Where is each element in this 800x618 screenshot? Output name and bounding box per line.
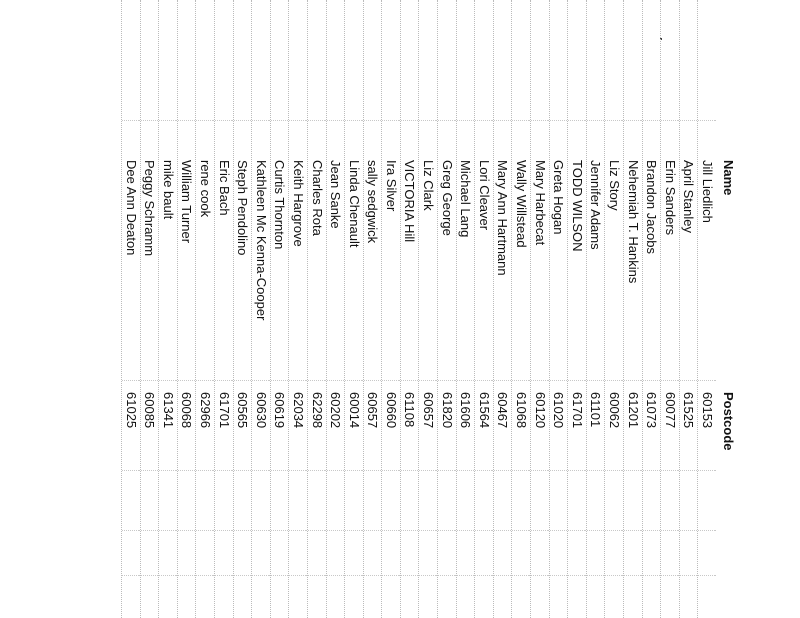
dotted-divider — [494, 470, 512, 471]
dotted-divider — [457, 575, 475, 576]
dotted-divider — [494, 575, 512, 576]
name-cell: Peggy Schramm — [142, 160, 158, 257]
dotted-divider — [494, 530, 512, 531]
name-cell: Jill Liedlich — [700, 160, 715, 223]
name-cell: April Stanley — [681, 160, 697, 233]
dotted-divider — [457, 470, 475, 471]
postcode-cell: 60077 — [662, 392, 678, 429]
dotted-divider — [122, 575, 140, 576]
dotted-divider — [643, 530, 661, 531]
postcode-cell: 61020 — [551, 392, 567, 429]
dotted-divider — [550, 530, 568, 531]
dotted-divider — [364, 380, 382, 381]
dotted-divider — [141, 470, 159, 471]
dotted-divider — [438, 530, 456, 531]
table-row — [121, 0, 140, 618]
dotted-divider — [605, 530, 623, 531]
postcode-cell: 62966 — [197, 392, 213, 429]
name-cell: VICTORIA Hill — [402, 160, 418, 243]
dotted-divider — [568, 380, 586, 381]
table-row — [642, 0, 661, 618]
name-cell: Wally Willstead — [514, 160, 530, 248]
postcode-cell: 60202 — [328, 392, 344, 429]
dotted-divider — [308, 470, 326, 471]
dotted-divider — [680, 530, 698, 531]
postcode-cell: 61820 — [439, 392, 455, 429]
dotted-divider — [289, 470, 307, 471]
dotted-divider — [512, 470, 530, 471]
dotted-divider — [289, 530, 307, 531]
dotted-divider — [327, 380, 345, 381]
postcode-cell: 61701 — [216, 392, 232, 429]
dotted-divider — [122, 470, 140, 471]
table-row — [270, 0, 289, 618]
dotted-divider — [327, 470, 345, 471]
dotted-divider — [605, 120, 623, 121]
table-row — [679, 0, 698, 618]
name-cell: Liz Story — [607, 160, 623, 211]
dotted-divider — [271, 470, 289, 471]
dotted-divider — [643, 380, 661, 381]
name-cell: Liz Clark — [421, 160, 437, 211]
dotted-divider — [531, 575, 549, 576]
postcode-cell: 60062 — [607, 392, 623, 429]
name-cell: Michael Lang — [458, 160, 474, 238]
postcode-cell: 61108 — [402, 392, 418, 428]
dotted-divider — [624, 530, 642, 531]
postcode-cell: 60014 — [346, 392, 362, 429]
dotted-divider — [680, 380, 698, 381]
name-cell: Greta Hogan — [551, 160, 567, 235]
table-row — [251, 0, 270, 618]
name-cell: mike bault — [160, 160, 176, 220]
dotted-divider — [531, 380, 549, 381]
name-cell: TODD WILSON — [569, 160, 585, 252]
dotted-divider — [698, 120, 716, 121]
name-cell: Dee Ann Deaton — [123, 160, 139, 256]
postcode-cell: 61025 — [123, 392, 139, 429]
name-cell: Steph Pendolino — [235, 160, 251, 256]
table-row — [437, 0, 456, 618]
dotted-divider — [178, 380, 196, 381]
dotted-divider — [141, 380, 159, 381]
dotted-divider — [308, 380, 326, 381]
dotted-divider — [271, 380, 289, 381]
dotted-divider — [587, 575, 605, 576]
dotted-divider — [178, 530, 196, 531]
dotted-divider — [587, 380, 605, 381]
dotted-divider — [234, 530, 252, 531]
name-cell: Lori Cleaver — [476, 160, 492, 231]
postcode-cell: 61201 — [625, 392, 641, 429]
name-cell: Charles Rota — [309, 160, 325, 236]
dotted-divider — [457, 120, 475, 121]
name-cell: Curtis Thornton — [272, 160, 288, 250]
dotted-divider — [215, 120, 233, 121]
dotted-divider — [308, 530, 326, 531]
postcode-cell: 60068 — [179, 392, 195, 429]
dotted-divider — [196, 530, 214, 531]
dotted-divider — [159, 380, 177, 381]
dotted-divider — [531, 470, 549, 471]
dotted-divider — [327, 530, 345, 531]
dotted-divider — [289, 575, 307, 576]
dotted-divider — [122, 530, 140, 531]
dotted-divider — [159, 120, 177, 121]
name-cell: Mary Harbecat — [532, 160, 548, 246]
dotted-divider — [345, 380, 363, 381]
dotted-divider — [122, 380, 140, 381]
postcode-cell: 60120 — [532, 392, 548, 429]
dotted-divider — [234, 120, 252, 121]
postcode-cell: 60153 — [700, 392, 715, 429]
postcode-cell: 61068 — [514, 392, 530, 429]
dotted-divider — [550, 120, 568, 121]
dotted-divider — [438, 470, 456, 471]
dotted-divider — [420, 575, 438, 576]
name-cell: Nehemiah T. Hankins — [625, 160, 641, 284]
dotted-divider — [475, 470, 493, 471]
postcode-cell: 60619 — [272, 392, 288, 429]
dotted-divider — [141, 530, 159, 531]
dotted-divider — [698, 470, 716, 471]
dotted-divider — [698, 530, 716, 531]
dotted-divider — [196, 120, 214, 121]
dotted-divider — [698, 380, 716, 381]
name-cell: Jennifer Adams — [588, 160, 604, 250]
postcode-cell: 60660 — [383, 392, 399, 429]
dotted-divider — [420, 380, 438, 381]
dotted-divider — [587, 470, 605, 471]
dotted-divider — [345, 575, 363, 576]
postcode-cell: 60085 — [142, 392, 158, 429]
dotted-divider — [438, 380, 456, 381]
dotted-divider — [364, 530, 382, 531]
dotted-divider — [661, 120, 679, 121]
dotted-divider — [215, 575, 233, 576]
dotted-divider — [568, 120, 586, 121]
dotted-divider — [550, 575, 568, 576]
name-cell: William Turner — [179, 160, 195, 244]
dotted-divider — [271, 530, 289, 531]
dotted-divider — [345, 530, 363, 531]
dotted-divider — [196, 380, 214, 381]
dotted-divider — [605, 575, 623, 576]
table-row — [511, 0, 530, 618]
dotted-divider — [382, 120, 400, 121]
dotted-divider — [178, 575, 196, 576]
dotted-divider — [624, 380, 642, 381]
postcode-cell: 61606 — [458, 392, 474, 429]
table-row — [697, 0, 716, 618]
dotted-divider — [420, 470, 438, 471]
table-row — [623, 0, 642, 618]
name-cell: Keith Hargrove — [290, 160, 306, 247]
dotted-divider — [308, 120, 326, 121]
name-cell: rene cook — [197, 160, 213, 218]
dotted-divider — [475, 530, 493, 531]
column-header-postcode: Postcode — [721, 392, 736, 451]
dotted-divider — [308, 575, 326, 576]
dotted-divider — [122, 120, 140, 121]
dotted-divider — [364, 470, 382, 471]
dotted-divider — [438, 120, 456, 121]
dotted-divider — [605, 380, 623, 381]
dotted-divider — [401, 530, 419, 531]
table-row — [474, 0, 493, 618]
dotted-divider — [512, 380, 530, 381]
dotted-divider — [643, 575, 661, 576]
dotted-divider — [475, 120, 493, 121]
dotted-divider — [159, 575, 177, 576]
dotted-divider — [252, 120, 270, 121]
table-row — [140, 0, 159, 618]
dotted-divider — [550, 470, 568, 471]
postcode-cell: 61073 — [644, 392, 660, 429]
name-cell: Jean Sanke — [328, 160, 344, 229]
dotted-divider — [420, 120, 438, 121]
table-row — [288, 0, 307, 618]
table-row — [177, 0, 196, 618]
dotted-divider — [512, 120, 530, 121]
dotted-divider — [364, 120, 382, 121]
name-cell: Linda Chenault — [346, 160, 362, 248]
dotted-divider — [289, 120, 307, 121]
dotted-divider — [234, 470, 252, 471]
dotted-divider — [271, 575, 289, 576]
dotted-divider — [271, 120, 289, 121]
dotted-divider — [215, 470, 233, 471]
dotted-divider — [698, 575, 716, 576]
dotted-divider — [252, 575, 270, 576]
dotted-divider — [661, 470, 679, 471]
dotted-divider — [141, 120, 159, 121]
dotted-divider — [401, 575, 419, 576]
table-row — [549, 0, 568, 618]
dotted-divider — [401, 120, 419, 121]
table-row — [400, 0, 419, 618]
dotted-divider — [327, 120, 345, 121]
postcode-cell: 60630 — [253, 392, 269, 429]
dotted-divider — [624, 470, 642, 471]
dotted-divider — [643, 120, 661, 121]
table-header — [716, 0, 736, 618]
dotted-divider — [643, 470, 661, 471]
name-cell: sally sedgwick — [365, 160, 381, 244]
dotted-divider — [568, 470, 586, 471]
table-row — [586, 0, 605, 618]
dotted-divider — [680, 120, 698, 121]
dotted-divider — [252, 470, 270, 471]
table-row — [567, 0, 586, 618]
dotted-divider — [457, 530, 475, 531]
dotted-divider — [568, 575, 586, 576]
postcode-cell: 62298 — [309, 392, 325, 429]
dotted-divider — [661, 575, 679, 576]
column-header-name: Name — [721, 160, 736, 196]
postcode-cell: 61701 — [569, 392, 585, 429]
name-cell: Eric Bach — [216, 160, 232, 216]
postcode-cell: 61525 — [681, 392, 697, 429]
dotted-divider — [196, 470, 214, 471]
dotted-divider — [587, 530, 605, 531]
dotted-divider — [401, 470, 419, 471]
dotted-divider — [420, 530, 438, 531]
table-row — [195, 0, 214, 618]
dotted-divider — [141, 575, 159, 576]
dotted-divider — [494, 380, 512, 381]
name-cell: Kathleen Mc Kenna-Cooper — [253, 160, 269, 321]
table-row — [604, 0, 623, 618]
dotted-divider — [568, 530, 586, 531]
dotted-divider — [364, 575, 382, 576]
dotted-divider — [234, 575, 252, 576]
dotted-divider — [382, 530, 400, 531]
dotted-divider — [605, 470, 623, 471]
dotted-divider — [252, 380, 270, 381]
dotted-divider — [475, 575, 493, 576]
dotted-divider — [382, 470, 400, 471]
dotted-divider — [159, 470, 177, 471]
table-row — [307, 0, 326, 618]
dotted-divider — [234, 380, 252, 381]
name-cell: Ira Silver — [383, 160, 399, 212]
name-cell: Greg George — [439, 160, 455, 236]
dotted-divider — [457, 380, 475, 381]
table-row — [344, 0, 363, 618]
table-row — [214, 0, 233, 618]
name-cell: Erin Sanders — [662, 160, 678, 236]
dotted-divider — [159, 530, 177, 531]
dotted-divider — [345, 120, 363, 121]
dotted-divider — [215, 380, 233, 381]
table-row — [326, 0, 345, 618]
postcode-cell: 60657 — [365, 392, 381, 429]
table-row — [493, 0, 512, 618]
dotted-divider — [438, 575, 456, 576]
dotted-divider — [550, 380, 568, 381]
postcode-cell: 60467 — [495, 392, 511, 429]
dotted-divider — [680, 575, 698, 576]
name-cell: Mary Ann Hartmann — [495, 160, 511, 276]
dotted-divider — [512, 530, 530, 531]
table-body — [121, 0, 716, 618]
dotted-divider — [327, 575, 345, 576]
dotted-divider — [382, 575, 400, 576]
table-row — [158, 0, 177, 618]
table-row — [233, 0, 252, 618]
dotted-divider — [196, 575, 214, 576]
dotted-divider — [661, 380, 679, 381]
dotted-divider — [475, 380, 493, 381]
table-row — [363, 0, 382, 618]
dotted-divider — [624, 120, 642, 121]
dotted-divider — [587, 120, 605, 121]
postcode-cell: 61341 — [160, 392, 176, 429]
postcode-cell: 61564 — [476, 392, 492, 429]
dotted-divider — [661, 530, 679, 531]
dotted-divider — [494, 120, 512, 121]
dotted-divider — [289, 380, 307, 381]
dotted-divider — [178, 470, 196, 471]
dotted-divider — [531, 530, 549, 531]
postcode-cell: 61101 — [588, 392, 604, 428]
table-row — [456, 0, 475, 618]
table-row — [660, 0, 679, 618]
dotted-divider — [252, 530, 270, 531]
name-cell: Brandon Jacobs — [644, 160, 660, 254]
dotted-divider — [512, 575, 530, 576]
dotted-divider — [531, 120, 549, 121]
dotted-divider — [178, 120, 196, 121]
postcode-cell: 60565 — [235, 392, 251, 429]
dotted-divider — [215, 530, 233, 531]
dotted-divider — [345, 470, 363, 471]
dotted-divider — [401, 380, 419, 381]
dotted-divider — [382, 380, 400, 381]
postcode-cell: 62034 — [290, 392, 306, 429]
table-row — [419, 0, 438, 618]
dotted-divider — [680, 470, 698, 471]
dotted-divider — [624, 575, 642, 576]
table-row — [530, 0, 549, 618]
table-row — [381, 0, 400, 618]
postcode-cell: 60657 — [421, 392, 437, 429]
